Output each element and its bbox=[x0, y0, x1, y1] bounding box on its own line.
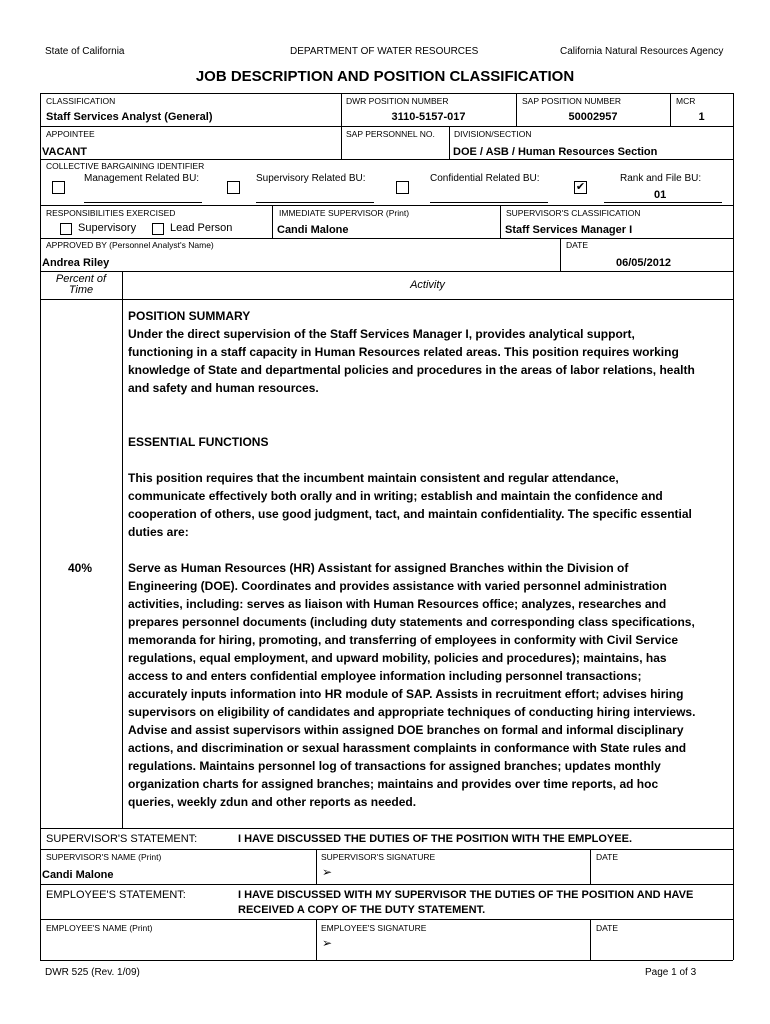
grid-line bbox=[40, 849, 733, 850]
sap-position-field[interactable]: 50002957 bbox=[568, 111, 618, 123]
grid-line bbox=[590, 919, 591, 960]
approved-by-label: APPROVED BY (Personnel Analyst's Name) bbox=[46, 240, 214, 250]
text-line: and safety and human resources. bbox=[128, 381, 319, 395]
text-line: Serve as Human Resources (HR) Assistant for assigned Branches within the Division of bbox=[128, 561, 629, 575]
management-bu-checkbox[interactable] bbox=[52, 181, 65, 194]
grid-line bbox=[316, 849, 317, 884]
header-department: DEPARTMENT OF WATER RESOURCES bbox=[290, 46, 479, 57]
grid-line bbox=[40, 299, 733, 300]
grid-line bbox=[40, 884, 733, 885]
grid-line bbox=[40, 159, 733, 160]
page-title: JOB DESCRIPTION AND POSITION CLASSIFICATION bbox=[195, 68, 575, 85]
grid-line bbox=[40, 126, 733, 127]
appointee-label: APPOINTEE bbox=[46, 129, 95, 139]
text-line: communicate effectively both orally and in writing; establish and maintain the confidence and bbox=[128, 489, 663, 503]
responsibilities-label: RESPONSIBILITIES EXERCISED bbox=[46, 208, 176, 218]
grid-line bbox=[590, 849, 591, 884]
approval-date-field[interactable]: 06/05/2012 bbox=[616, 257, 672, 269]
mcr-field[interactable]: 1 bbox=[698, 111, 705, 123]
employee-statement-line1: I HAVE DISCUSSED WITH MY SUPERVISOR THE DUTIES OF THE POSITION AND HAVE bbox=[238, 889, 694, 901]
grid-line bbox=[40, 93, 733, 94]
supervisory-bu-checkbox[interactable] bbox=[227, 181, 240, 194]
text-line: duties are: bbox=[128, 525, 189, 539]
grid-line bbox=[449, 126, 450, 159]
percent-header-line2: Time bbox=[68, 284, 94, 296]
underline bbox=[256, 202, 374, 203]
management-bu-label: Management Related BU: bbox=[84, 173, 200, 184]
rank-file-checkbox[interactable]: ✔ bbox=[575, 181, 586, 193]
supervisor-name-field[interactable]: Candi Malone bbox=[42, 869, 114, 881]
lead-person-label: Lead Person bbox=[170, 222, 233, 234]
dwr-position-field[interactable]: 3110-5157-017 bbox=[391, 111, 466, 123]
text-line: knowledge of State and departmental policies and procedures in the areas of labor relations, health bbox=[128, 363, 695, 377]
position-summary-text bbox=[128, 325, 695, 397]
approved-by-field[interactable]: Andrea Riley bbox=[42, 257, 110, 269]
text-line: Engineering (DOE). Coordinates and provides assistance with varied personnel administration bbox=[128, 579, 667, 593]
supervisory-checkbox[interactable] bbox=[60, 223, 72, 235]
supervisor-date-label: DATE bbox=[596, 852, 619, 862]
duty-description bbox=[128, 559, 695, 811]
division-label: DIVISION/SECTION bbox=[454, 129, 532, 139]
text-line: queries, weekly zdun and other reports as needed. bbox=[128, 795, 417, 809]
underline bbox=[84, 202, 202, 203]
underline bbox=[604, 202, 722, 203]
grid-line bbox=[40, 271, 733, 272]
division-field[interactable]: DOE / ASB / Human Resources Section bbox=[453, 146, 658, 158]
bargaining-label: COLLECTIVE BARGAINING IDENTIFIER bbox=[46, 161, 205, 171]
grid-line bbox=[272, 205, 273, 238]
mcr-label: MCR bbox=[676, 96, 696, 106]
supervisor-signature-field[interactable]: ➢ bbox=[322, 865, 333, 879]
grid-line bbox=[122, 271, 123, 828]
confidential-bu-checkbox[interactable] bbox=[396, 181, 409, 194]
grid-line bbox=[40, 919, 733, 920]
underline bbox=[430, 202, 548, 203]
text-line: access to and enters confidential employee information including personnel transactions; bbox=[128, 669, 642, 683]
employee-name-label: EMPLOYEE'S NAME (Print) bbox=[46, 923, 153, 933]
position-summary-heading: POSITION SUMMARY bbox=[128, 309, 251, 323]
employee-statement-label: EMPLOYEE'S STATEMENT: bbox=[46, 889, 186, 901]
text-line: organization charts for assigned branches; maintains and provides over time reports, ad hoc bbox=[128, 777, 659, 791]
approval-date-label: DATE bbox=[566, 240, 589, 250]
essential-functions-heading: ESSENTIAL FUNCTIONS bbox=[128, 435, 269, 449]
text-line: prepares personnel documents (including duty statements and corresponding class specifications, bbox=[128, 615, 695, 629]
text-line: supervisors on eligibility of candidates and appropriate techniques of conducting hiring interviews. bbox=[128, 705, 696, 719]
text-line: Advise and assist supervisors within assigned DOE branches on formal and informal disciplinary bbox=[128, 723, 684, 737]
supervisor-statement-label: SUPERVISOR'S STATEMENT: bbox=[46, 833, 198, 845]
dwr-position-label: DWR POSITION NUMBER bbox=[346, 96, 449, 106]
activity-header: Activity bbox=[410, 279, 445, 291]
text-line: This position requires that the incumbent maintain consistent and regular attendance, bbox=[128, 471, 619, 485]
text-line: Under the direct supervision of the Staff Services Manager I, provides analytical support, bbox=[128, 327, 635, 341]
text-line: memoranda for hiring, promoting, and transferring of employees in conformity with Civil Service bbox=[128, 633, 679, 647]
grid-line bbox=[40, 205, 733, 206]
supervisor-statement-text: I HAVE DISCUSSED THE DUTIES OF THE POSITION WITH THE EMPLOYEE. bbox=[238, 833, 632, 845]
grid-line bbox=[733, 93, 734, 960]
employee-statement-line2: RECEIVED A COPY OF THE DUTY STATEMENT. bbox=[238, 904, 486, 916]
supervisor-name-label: SUPERVISOR'S NAME (Print) bbox=[46, 852, 162, 862]
text-line: regulations. Maintains personnel log of transactions for assigned branches; updates monthly bbox=[128, 759, 661, 773]
appointee-field[interactable]: VACANT bbox=[42, 146, 88, 158]
sap-personnel-label: SAP PERSONNEL NO. bbox=[346, 129, 435, 139]
duty-percent: 40% bbox=[68, 561, 93, 575]
supervisory-bu-label: Supervisory Related BU: bbox=[256, 173, 366, 184]
text-line: functioning in a staff capacity in Human Resources related areas. This position requires working bbox=[128, 345, 679, 359]
supervisory-option-label: Supervisory bbox=[78, 222, 137, 234]
employee-signature-field[interactable]: ➢ bbox=[322, 936, 333, 950]
immediate-supervisor-field[interactable]: Candi Malone bbox=[277, 224, 349, 236]
grid-line bbox=[316, 919, 317, 960]
text-line: regulations, equal employment, and upward mobility, policies and procedures); maintains, has bbox=[128, 651, 667, 665]
text-line: cooperation of others, use good judgment, tact, and maintain confidentiality. The specific essential bbox=[128, 507, 692, 521]
employee-signature-label: EMPLOYEE'S SIGNATURE bbox=[321, 923, 427, 933]
rank-file-bu-label: Rank and File BU: bbox=[620, 173, 702, 184]
text-line: actions, and discrimination or sexual harassment complaints in conformance with State rules and bbox=[128, 741, 687, 755]
supervisor-signature-label: SUPERVISOR'S SIGNATURE bbox=[321, 852, 436, 862]
supervisor-class-label: SUPERVISOR'S CLASSIFICATION bbox=[506, 208, 641, 218]
grid-line bbox=[40, 828, 733, 829]
grid-line bbox=[40, 960, 733, 961]
supervisor-class-field[interactable]: Staff Services Manager I bbox=[505, 224, 633, 236]
classification-label: CLASSIFICATION bbox=[46, 96, 116, 106]
confidential-bu-label: Confidential Related BU: bbox=[430, 173, 540, 184]
grid-line bbox=[500, 205, 501, 238]
text-line: accurately inputs information into HR module of SAP. Assists in recruitment effort; advises hiring bbox=[128, 687, 684, 701]
header-agency: California Natural Resources Agency bbox=[560, 46, 724, 57]
percent-header-line1: Percent of bbox=[55, 273, 107, 285]
sap-position-label: SAP POSITION NUMBER bbox=[522, 96, 622, 106]
text-line: activities, including: serves as liaison with Human Resources office; analyzes, researches and bbox=[128, 597, 667, 611]
lead-person-checkbox[interactable] bbox=[152, 223, 164, 235]
classification-field[interactable]: Staff Services Analyst (General) bbox=[46, 111, 213, 123]
grid-line bbox=[341, 126, 342, 159]
employee-date-label: DATE bbox=[596, 923, 619, 933]
grid-line bbox=[40, 93, 41, 960]
grid-line bbox=[40, 238, 733, 239]
grid-line bbox=[560, 238, 561, 271]
essential-functions-text bbox=[128, 469, 692, 541]
rank-file-field[interactable]: 01 bbox=[654, 189, 667, 201]
page-number: Page 1 of 3 bbox=[645, 967, 697, 978]
form-id: DWR 525 (Rev. 1/09) bbox=[45, 967, 140, 978]
immediate-supervisor-label: IMMEDIATE SUPERVISOR (Print) bbox=[279, 208, 410, 218]
header-state: State of California bbox=[45, 46, 125, 57]
